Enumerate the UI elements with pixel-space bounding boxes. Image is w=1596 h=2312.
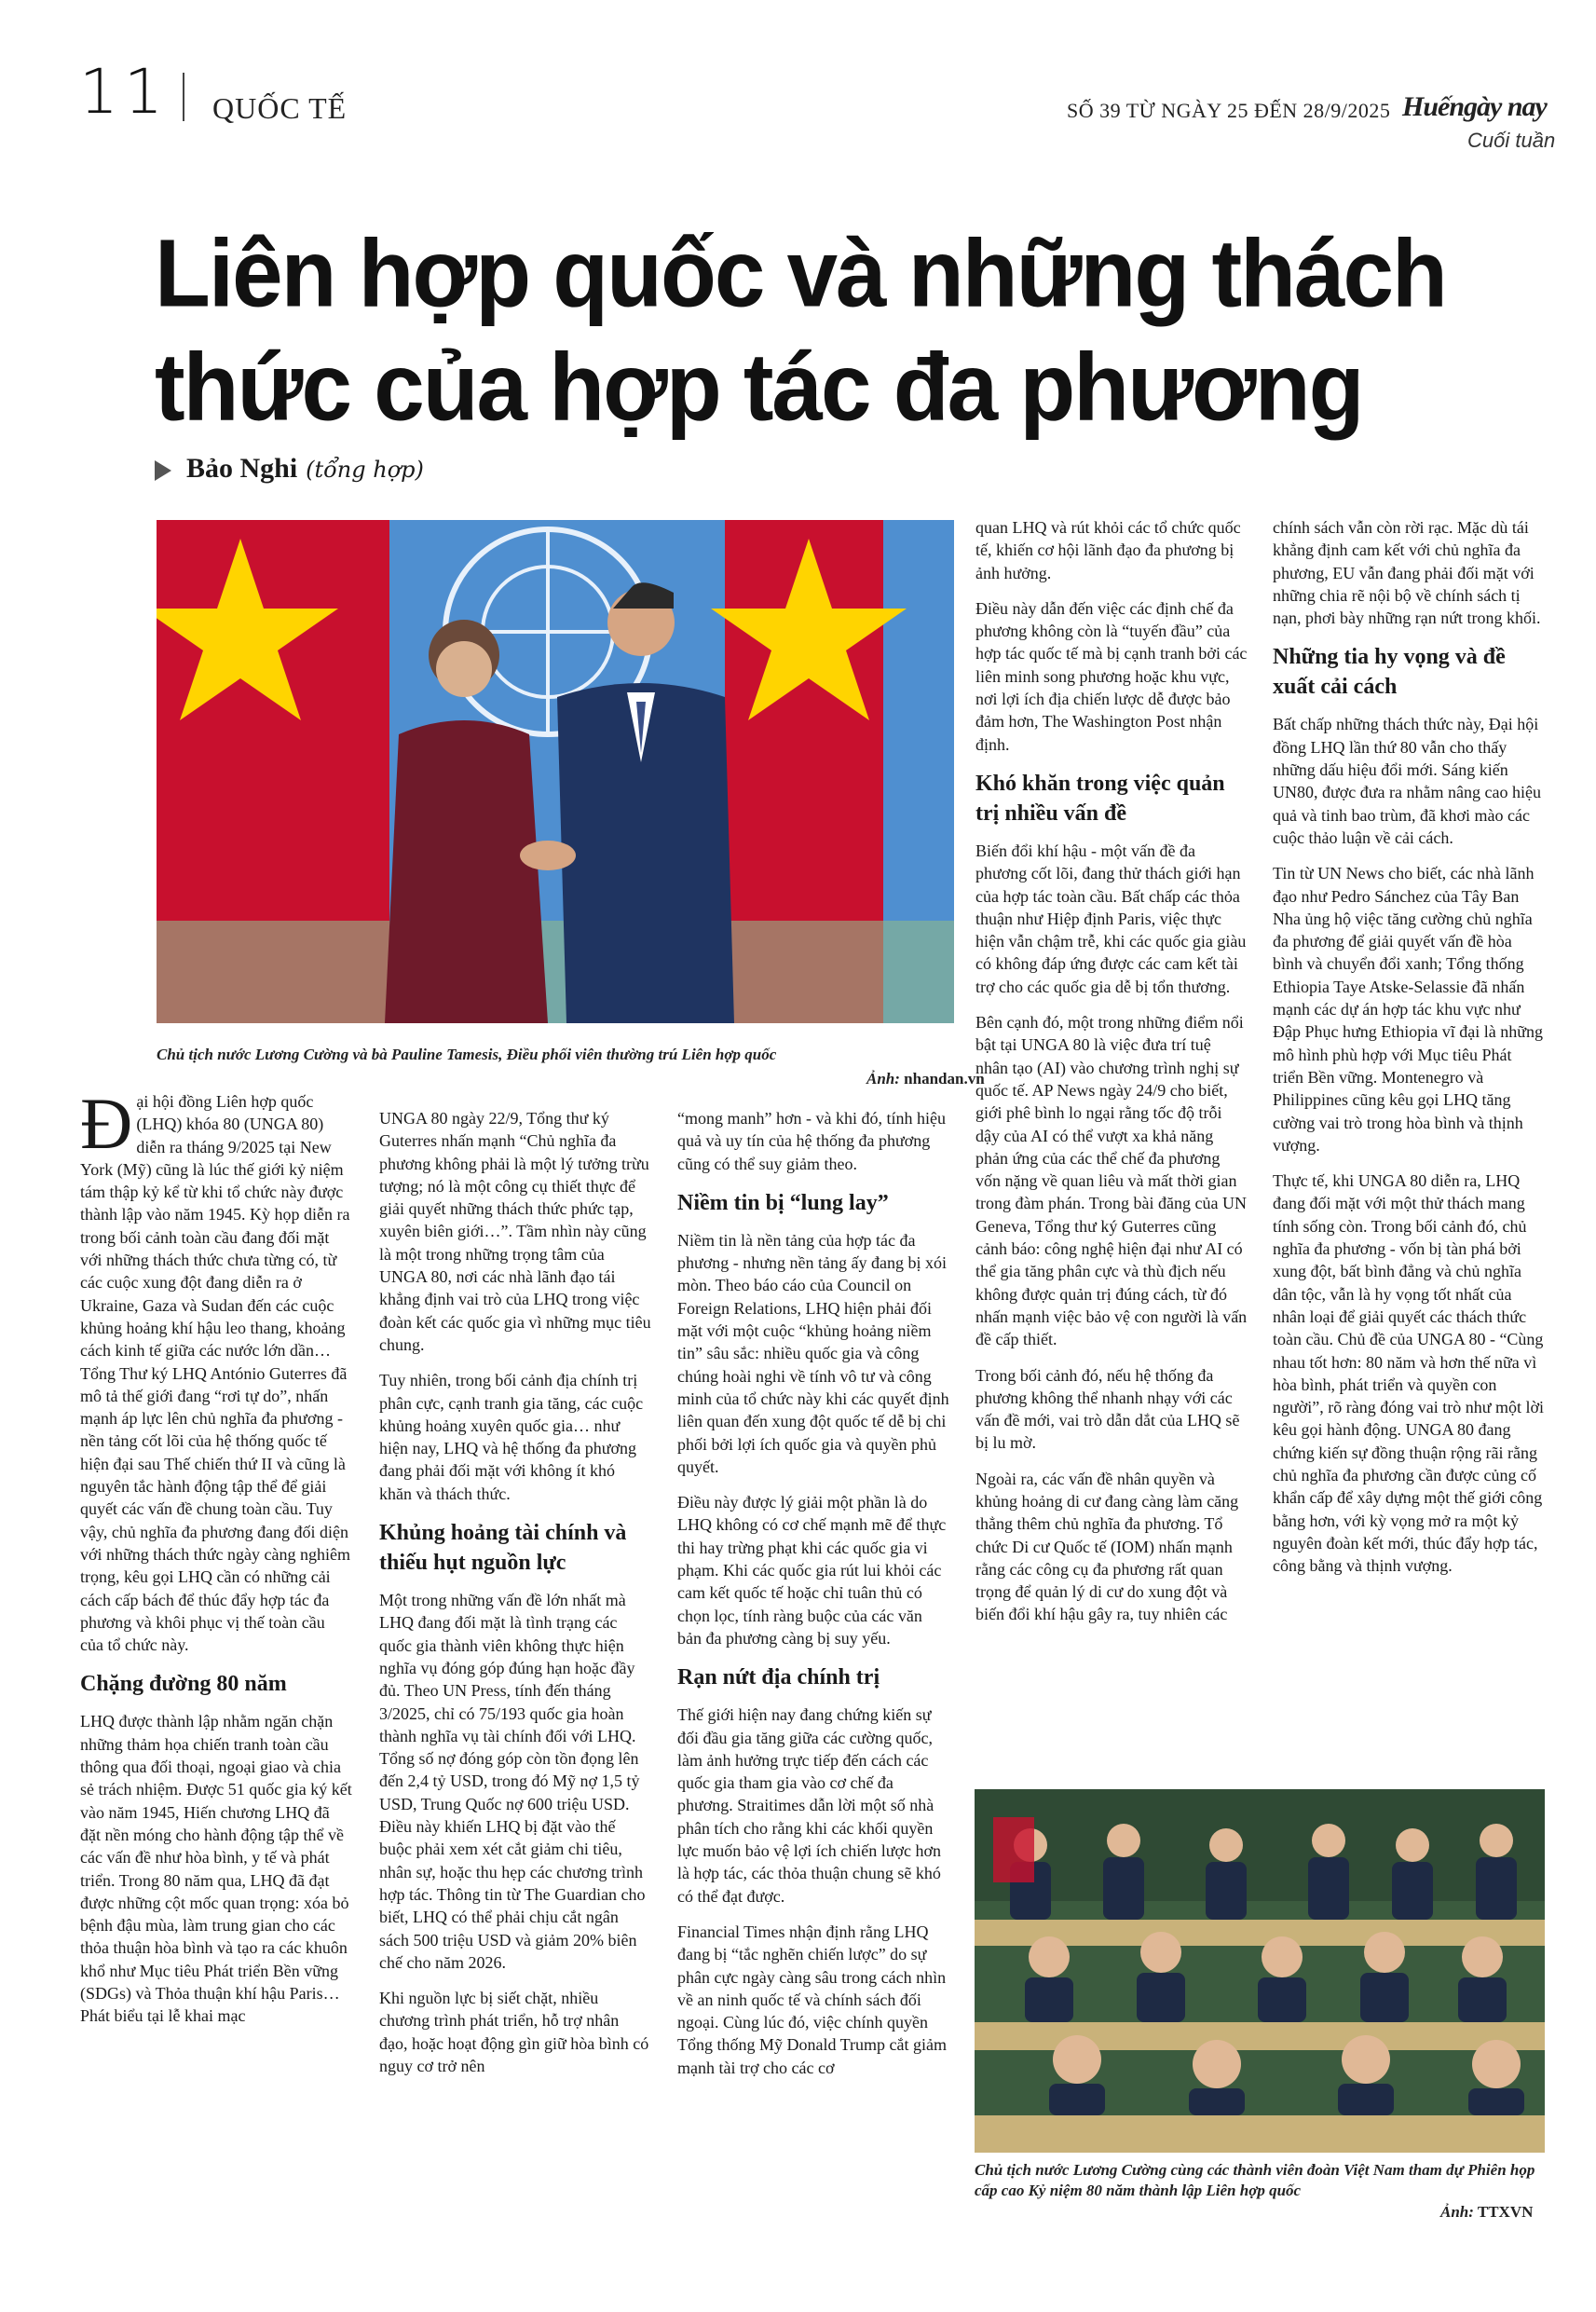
paragraph: Điều này được lý giải một phần là do LHQ không có cơ chế mạnh mẽ để thực thi hay trừng phạt khi các quốc gia vi phạm. Khi các quốc gia rút lui khỏi các cam kết quốc tế hoặc chỉ tuân thủ có chọn lọc, tính ràng buộc của các văn bản đa phương càng bị suy yếu. — [677, 1493, 947, 1648]
paragraph: LHQ được thành lập nhằm ngăn chặn những thảm họa chiến tranh toàn cầu thông qua đối thoại, ngoại giao và chia sẻ trách nhiệm. Được 51 quốc gia ký kết vào năm 1945, Hiến chương LHQ đã đặt nền móng cho hành động tập thể về các vấn đề như hòa bình, y tế và phát triển. Trong 80 năm qua, LHQ đã đạt được những cột mốc quan trọng: xóa bỏ bệnh đậu mùa, làm trung gian cho các thỏa thuận hòa bình và tạo ra các khuôn khổ như Mục tiêu Phát triển Bền vững (SDGs) và Thỏa thuận khí hậu Paris… Phát biểu tại lễ khai mạc — [80, 1712, 352, 2026]
photo1-credit-label: Ảnh: — [866, 1070, 900, 1088]
logo-main-accent: ngày nay — [1449, 91, 1547, 122]
section-label: QUỐC TẾ — [212, 91, 348, 125]
subheading: Những tia hy vọng và đề xuất cải cách — [1273, 645, 1506, 700]
photo1-caption: Chủ tịch nước Lương Cường và bà Pauline Tamesis, Điều phối viên thường trú Liên hợp quốc — [157, 1046, 777, 1063]
delegation-illustration — [975, 1789, 1545, 2153]
column-5 — [1273, 516, 1545, 1590]
column-2 — [379, 1107, 651, 2090]
article-title: Liên hợp quốc và những thách thức của hợp tác đa phương — [155, 219, 1446, 441]
photo2-caption: Chủ tịch nước Lương Cường cùng các thành viên đoàn Việt Nam tham dự Phiên họp cấp cao Kỷ niệm 80 năm thành lập Liên hợp quốc — [975, 2161, 1535, 2199]
byline — [155, 453, 424, 485]
paragraph-text: ại hội đồng Liên hợp quốc (LHQ) khóa 80 (UNGA 80) diễn ra tháng 9/2025 tại New York (Mỹ) cũng là lúc thế giới kỷ niệm tám thập kỷ kể từ khi tổ chức này được thành lập vào năm 1945. Kỳ họp diễn ra trong bối cảnh toàn cầu đang đối mặt với những thách thức chưa từng có, từ các cuộc xung đột đang diễn ra ở Ukraine, Gaza và Sudan đến các cuộc khủng hoảng khí hậu leo thang, khoảng cách kinh tế giữa các nước lớn dần… Tổng Thư ký LHQ António Guterres đã mô tả thế giới đang “rơi tự do”, nhấn mạnh áp lực lên chủ nghĩa đa phương - nền tảng cốt lõi của hệ thống quốc tế hiện đại sau Thế chiến thứ II và cũng là nguyên tắc hành động tập thể để giải quyết các vấn đề chung toàn cầu. Tuy vậy, chủ nghĩa đa phương đang đối diện với những thách thức ngày càng nghiêm trọng, kêu gọi LHQ cần có những cải cách cấp bách để thúc đẩy hợp tác đa phương và khôi phục vị thế toàn cầu của tổ chức này. — [80, 1092, 350, 1655]
paragraph: Thế giới hiện nay đang chứng kiến sự đối đầu gia tăng giữa các cường quốc, làm ảnh hưởng trực tiếp đến cách các quốc gia tham gia vào cơ chế đa phương. Straitimes dẫn lời một số nhà phân tích cho rằng khi các khối quyền lực muốn bảo vệ lợi ích chiến lược hơn là hợp tác, các thỏa thuận chung sẽ khó có thể đạt được. — [677, 1705, 941, 1906]
header-divider — [183, 73, 184, 121]
subheading: Khó khăn trong việc quản trị nhiều vấn đề — [975, 771, 1225, 826]
author-name: Bảo Nghi — [186, 453, 298, 484]
paragraph: quan LHQ và rút khỏi các tổ chức quốc tế, khiến cơ hội lãnh đạo đa phương bị ảnh hưởng. — [975, 518, 1241, 582]
paragraph: Niềm tin là nền tảng của hợp tác đa phương - nhưng nền tảng ấy đang bị xói mòn. Theo báo cáo của Council on Foreign Relations, LHQ hiện phải đối mặt với một cuộc “khủng hoảng niềm tin” sâu sắc: nhiều quốc gia và công chúng hoài nghi về tính vô tư và công minh của tổ chức này khi các quyết định liên quan đến xung đột quốc tế dễ bị chi phối bởi lợi ích quốc gia và quyền phủ quyết. — [677, 1230, 949, 1476]
column-4 — [975, 516, 1248, 1639]
paragraph: “mong manh” hơn - và khi đó, tính hiệu quả và uy tín của hệ thống đa phương cũng có thể suy giảm theo. — [677, 1109, 946, 1173]
page-number: 11 — [79, 56, 169, 128]
handshake-illustration — [157, 520, 954, 1023]
subheading: Rạn nứt địa chính trị — [677, 1665, 880, 1690]
paragraph — [80, 1083, 352, 1656]
paragraph: Một trong những vấn đề lớn nhất mà LHQ đang đối mặt là tình trạng các quốc gia thành viên không thực hiện nghĩa vụ đóng góp đúng hạn hoặc đầy đủ. Theo UN Press, tính đến tháng 3/2025, chỉ có 75/193 quốc gia hoàn thành nghĩa vụ tài chính đối với LHQ. Tổng số nợ đóng góp còn tồn đọng lên đến 2,4 tỷ USD, trong đó Mỹ nợ 1,5 tỷ USD, Trung Quốc nợ 600 triệu USD. Điều này khiến LHQ bị đặt vào thế buộc phải xem xét cắt giảm chi tiêu, nhân sự, hoặc thu hẹp các chương trình hợp tác. Thông tin từ The Guardian cho biết, LHQ có thể phải chịu cắt ngân sách 500 triệu USD và giảm 20% biên chế cho năm 2026. — [379, 1591, 646, 1972]
photo2-credit — [1440, 2203, 1533, 2222]
photo1-credit — [866, 1070, 985, 1088]
byline-triangle-icon — [155, 460, 171, 481]
subheading: Niềm tin bị “lung lay” — [677, 1190, 889, 1215]
photo-handshake — [157, 520, 954, 1023]
paragraph: Khi nguồn lực bị siết chặt, nhiều chương trình phát triển, hỗ trợ nhân đạo, hoặc hoạt động gìn giữ hòa bình có nguy cơ trở nên — [379, 1989, 649, 2075]
paragraph: Bên cạnh đó, một trong những điểm nổi bật tại UNGA 80 là việc đưa trí tuệ nhân tạo (AI) vào chương trình nghị sự quốc tế. AP News ngày 24/9 cho biết, giới phê bình lo ngại rằng tốc độ trỗi dậy của AI có thể vượt xa khả năng phản ứng của các thể chế đa phương vốn nặng về quan liêu và mất thời gian trong đàm phán. Trong bài đăng của UN Geneva, Tổng thư ký Guterres cũng cảnh báo: công nghệ hiện đại như AI có thể gia tăng phân cực và thù địch nếu không được quản trị đúng cách, từ đó nhấn mạnh việc bảo vệ con người là vấn đề cấp thiết. — [975, 1013, 1248, 1349]
paragraph: Điều này dẫn đến việc các định chế đa phương không còn là “tuyến đầu” của hợp tác quốc tế mà bị cạnh tranh bởi các liên minh song phương hoặc khu vực, nơi lợi ích địa chiến lược dễ được bảo đảm hơn, The Washington Post nhận định. — [975, 598, 1248, 754]
paragraph: Trong bối cảnh đó, nếu hệ thống đa phương không thể nhanh nhạy với các vấn đề mới, vai trò dẫn dắt của LHQ sẽ bị lu mờ. — [975, 1365, 1240, 1453]
photo1-credit-source: nhandan.vn — [904, 1070, 985, 1088]
column-1 — [80, 1083, 352, 2041]
subheading: Khủng hoảng tài chính và thiếu hụt nguồn lực — [379, 1521, 627, 1576]
paragraph: Bất chấp những thách thức này, Đại hội đồng LHQ lần thứ 80 vẫn cho thấy những dấu hiệu đổi mới. Sáng kiến UN80, được đưa ra nhằm nâng cao hiệu quả và tinh bao trùm, đã khơi mào các cuộc thảo luận về cải cách. — [1273, 715, 1541, 847]
issue-info: SỐ 39 TỪ NGÀY 25 ĐẾN 28/9/2025 — [1067, 99, 1391, 122]
paragraph: Thực tế, khi UNGA 80 diễn ra, LHQ đang đối mặt với một thử thách mang tính sống còn. Trong bối cảnh đó, chủ nghĩa đa phương - vốn bị tàn phá bởi xung đột, bất bình đẳng và chủ nghĩa dân tộc, vẫn là hy vọng tốt nhất của nhân loại để giải quyết các thách thức toàn cầu. Chủ đề của UNGA 80 - “Cùng nhau tốt hơn: 80 năm và hơn thế nữa vì hòa bình, phát triển và quyền con người”, rõ ràng đóng vai trò như một lời kêu gọi hành động. UNGA 80 đang chứng kiến sự đồng thuận rộng rãi rằng chủ nghĩa đa phương cần được củng cố khẩn cấp để xây dựng một thế giới công bằng hơn, với kỳ vọng mở ra một kỷ nguyên đoàn kết mới, thúc đẩy hợp tác, công bằng và thịnh vượng. — [1273, 1171, 1545, 1576]
paragraph: chính sách vẫn còn rời rạc. Mặc dù tái khẳng định cam kết với chủ nghĩa đa phương, EU vẫn đang phải đối mặt với những chia rẽ nội bộ về chính sách tị nạn, phơi bày những rạn nứt trong khối. — [1273, 518, 1541, 628]
paragraph: UNGA 80 ngày 22/9, Tổng thư ký Guterres nhấn mạnh “Chủ nghĩa đa phương không phải là một lý tưởng trừu tượng; nó là một công cụ thiết thực để giải quyết những thách thức phức tạp, xuyên biên giới…”. Tầm nhìn này cũng là một trong những trọng tâm của UNGA 80, nơi các nhà lãnh đạo tái khẳng định vai trò của LHQ trong việc đoàn kết các quốc gia vì những mục tiêu chung. — [379, 1109, 651, 1354]
paragraph: Tuy nhiên, trong bối cảnh địa chính trị phân cực, cạnh tranh gia tăng, các cuộc khủng hoảng xuyên quốc gia… như hiện nay, LHQ và hệ thống đa phương đang phải đối mặt với không ít khó khăn và thách thức. — [379, 1371, 644, 1503]
paragraph: Biến đổi khí hậu - một vấn đề đa phương cốt lõi, đang thử thách giới hạn của hợp tác toàn cầu. Bất chấp các thỏa thuận như Hiệp định Paris, việc thực hiện vẫn chậm trễ, khi các quốc gia giàu có không đáp ứng được các cam kết tài trợ cho các quốc gia dễ bị tổn thương. — [975, 841, 1247, 996]
column-3 — [677, 1107, 949, 2092]
paragraph: Ngoài ra, các vấn đề nhân quyền và khủng hoảng di cư đang càng làm căng thẳng thêm chủ nghĩa đa phương. Tổ chức Di cư Quốc tế (IOM) nhấn mạnh rằng các công cụ đa phương rất quan trọng để quản lý di cư do xung đột và biến đổi khí hậu gây ra, tuy nhiên các — [975, 1469, 1239, 1624]
author-note: (tổng hợp) — [306, 457, 424, 483]
publication-logo — [1402, 91, 1547, 123]
photo-delegation — [975, 1789, 1545, 2153]
paragraph: Tin từ UN News cho biết, các nhà lãnh đạo như Pedro Sánchez của Tây Ban Nha ủng hộ việc tăng cường chủ nghĩa đa phương để giải quyết vấn đề hòa bình và chuyển đổi xanh; Tổng thống Ethiopia Taye Atske-Selassie đã nhấn mạnh các dự án hợp tác khu vực như Đập Phục hưng Ethiopia vĩ đại là những mô hình phù hợp với Mục tiêu Phát triển Bền vững. Montenegro và Philippines cũng kêu gọi LHQ tăng cường vai trò trong hòa bình và thịnh vượng. — [1273, 864, 1543, 1155]
photo2-credit-source: TTXVN — [1477, 2203, 1534, 2221]
photo2-credit-label: Ảnh: — [1440, 2203, 1474, 2221]
desk-row — [975, 2115, 1545, 2153]
person-woman — [385, 720, 548, 1023]
dropcap: Đ — [80, 1083, 133, 1164]
paragraph: Financial Times nhận định rằng LHQ đang bị “tắc nghẽn chiến lược” do sự phân cực ngày càng sâu trong cách nhìn về an ninh quốc tế và chính sách đối ngoại. Cùng lúc đó, việc chính quyền Tổng thống Mỹ Donald Trump cắt giảm mạnh tài trợ cho các cơ — [677, 1922, 947, 2077]
logo-main: Huế — [1402, 91, 1450, 122]
subheading: Chặng đường 80 năm — [80, 1672, 287, 1697]
publication-logo-sub: Cuối tuần — [1467, 129, 1556, 152]
